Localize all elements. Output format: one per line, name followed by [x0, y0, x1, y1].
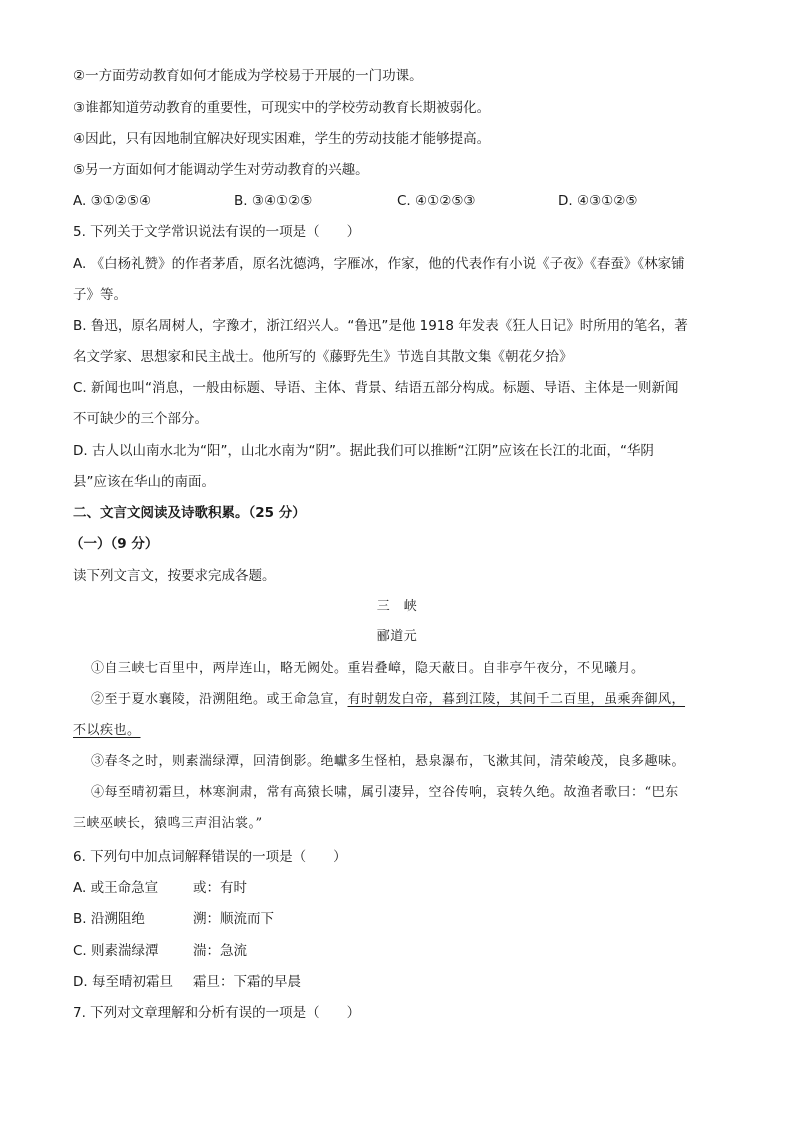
q6-option-a-sentence: A. 或王命急宣 — [73, 880, 159, 896]
passage-author: 郦道元 — [376, 629, 418, 644]
paragraph-2-underlined: 有时朝发白帝，暮到江陵，其间千二百里，虽乘奔御风， — [347, 692, 686, 707]
q5-option-d-line1: D. 古人以山南水北为“阳”，山北水南为“阴”。据此我们可以推断“江阴”应该在长江的北面，“华阴 — [73, 443, 654, 459]
q6-option-c-gloss: 湍：急流 — [193, 943, 247, 959]
passage-paragraph-4: ④每至晴初霜旦，林寒涧肃，常有高猿长啸，属引凄异，空谷传响，哀转久绝。故渔者歌曰：“巴东 — [91, 785, 679, 800]
q5-stem: 5. 下列关于文学常识说法有误的一项是（ ） — [73, 224, 361, 240]
q6-option-c — [73, 941, 247, 961]
q4-item-5: ⑤另一方面如何才能调动学生对劳动教育的兴趣。 — [73, 162, 369, 178]
reading-instruction: 读下列文言文，按要求完成各题。 — [73, 568, 276, 584]
q5-option-c-line2: 不可缺少的三个部分。 — [73, 411, 208, 427]
q6-option-b-sentence: B. 沿溯阻绝 — [73, 911, 145, 927]
q4-item-4: ④因此，只有因地制宜解决好现实困难，学生的劳动技能才能够提高。 — [73, 131, 491, 147]
passage-paragraph-1: ①自三峡七百里中，两岸连山，略无阙处。重岩叠嶂，隐天蔽日。自非亭午夜分，不见曦月。 — [91, 661, 645, 676]
passage-paragraph-4-cont: 三峡巫峡长，猿鸣三声泪沾裳。” — [73, 816, 263, 831]
q6-option-a — [73, 878, 247, 898]
subsection-heading: （一）（9 分） — [70, 536, 159, 552]
q6-option-b — [73, 909, 274, 929]
q6-option-c-sentence: C. 则素湍绿潭 — [73, 943, 159, 959]
q6-option-d-sentence: D. 每至晴初霜旦 — [73, 974, 173, 990]
q5-option-d-line2: 县”应该在华山的南面。 — [73, 474, 215, 490]
q5-option-c-line1: C. 新闻也叫“消息，一般由标题、导语、主体、背景、结语五部分构成。标题、导语、主体是一则新闻 — [73, 380, 679, 396]
q5-option-b-line2: 名文学家、思想家和民主战士。他所写的《藤野先生》节选自其散文集《朝花夕拾》 — [73, 349, 573, 365]
q6-option-d-gloss: 霜旦：下霜的早晨 — [193, 974, 301, 990]
passage-paragraph-3: ③春冬之时，则素湍绿潭，回清倒影。绝巘多生怪柏，悬泉瀑布，飞漱其间，清荣峻茂，良多趣味。 — [91, 754, 686, 769]
q5-option-a-line2: 子》等。 — [73, 287, 127, 303]
passage-paragraph-2 — [91, 690, 685, 710]
q7-stem: 7. 下列对文章理解和分析有误的一项是（ ） — [73, 1005, 361, 1021]
q4-option-b: B. ③④①②⑤ — [234, 193, 313, 209]
paragraph-2-plain: ②至于夏水襄陵，沿溯阻绝。或王命急宣， — [91, 692, 348, 707]
q4-option-d: D. ④③①②⑤ — [558, 193, 638, 209]
q5-option-a-line1: A. 《白杨礼赞》的作者茅盾，原名沈德鸿，字雁冰，作家，他的代表作有小说《子夜》《春蚕》《林家铺 — [73, 256, 685, 272]
section-heading: 二、文言文阅读及诗歌积累。（25 分） — [73, 505, 306, 521]
passage-title: 三 峡 — [376, 599, 418, 614]
q4-option-a: A. ③①②⑤④ — [73, 193, 152, 209]
q4-item-3: ③谁都知道劳动教育的重要性，可现实中的学校劳动教育长期被弱化。 — [73, 100, 491, 116]
q6-option-d — [73, 972, 301, 992]
q6-stem: 6. 下列句中加点词解释错误的一项是（ ） — [73, 849, 347, 865]
q4-option-c: C. ④①②⑤③ — [397, 193, 476, 209]
q6-option-a-gloss: 或：有时 — [193, 880, 247, 896]
passage-paragraph-2-cont: 不以疾也。 — [73, 723, 141, 738]
q6-option-b-gloss: 溯：顺流而下 — [193, 911, 274, 927]
q5-option-b-line1: B. 鲁迅，原名周树人，字豫才，浙江绍兴人。“鲁迅”是他 1918 年发表《狂人日记》时所用的笔名，著 — [73, 318, 688, 334]
q4-item-2: ②一方面劳动教育如何才能成为学校易于开展的一门功课。 — [73, 68, 423, 84]
